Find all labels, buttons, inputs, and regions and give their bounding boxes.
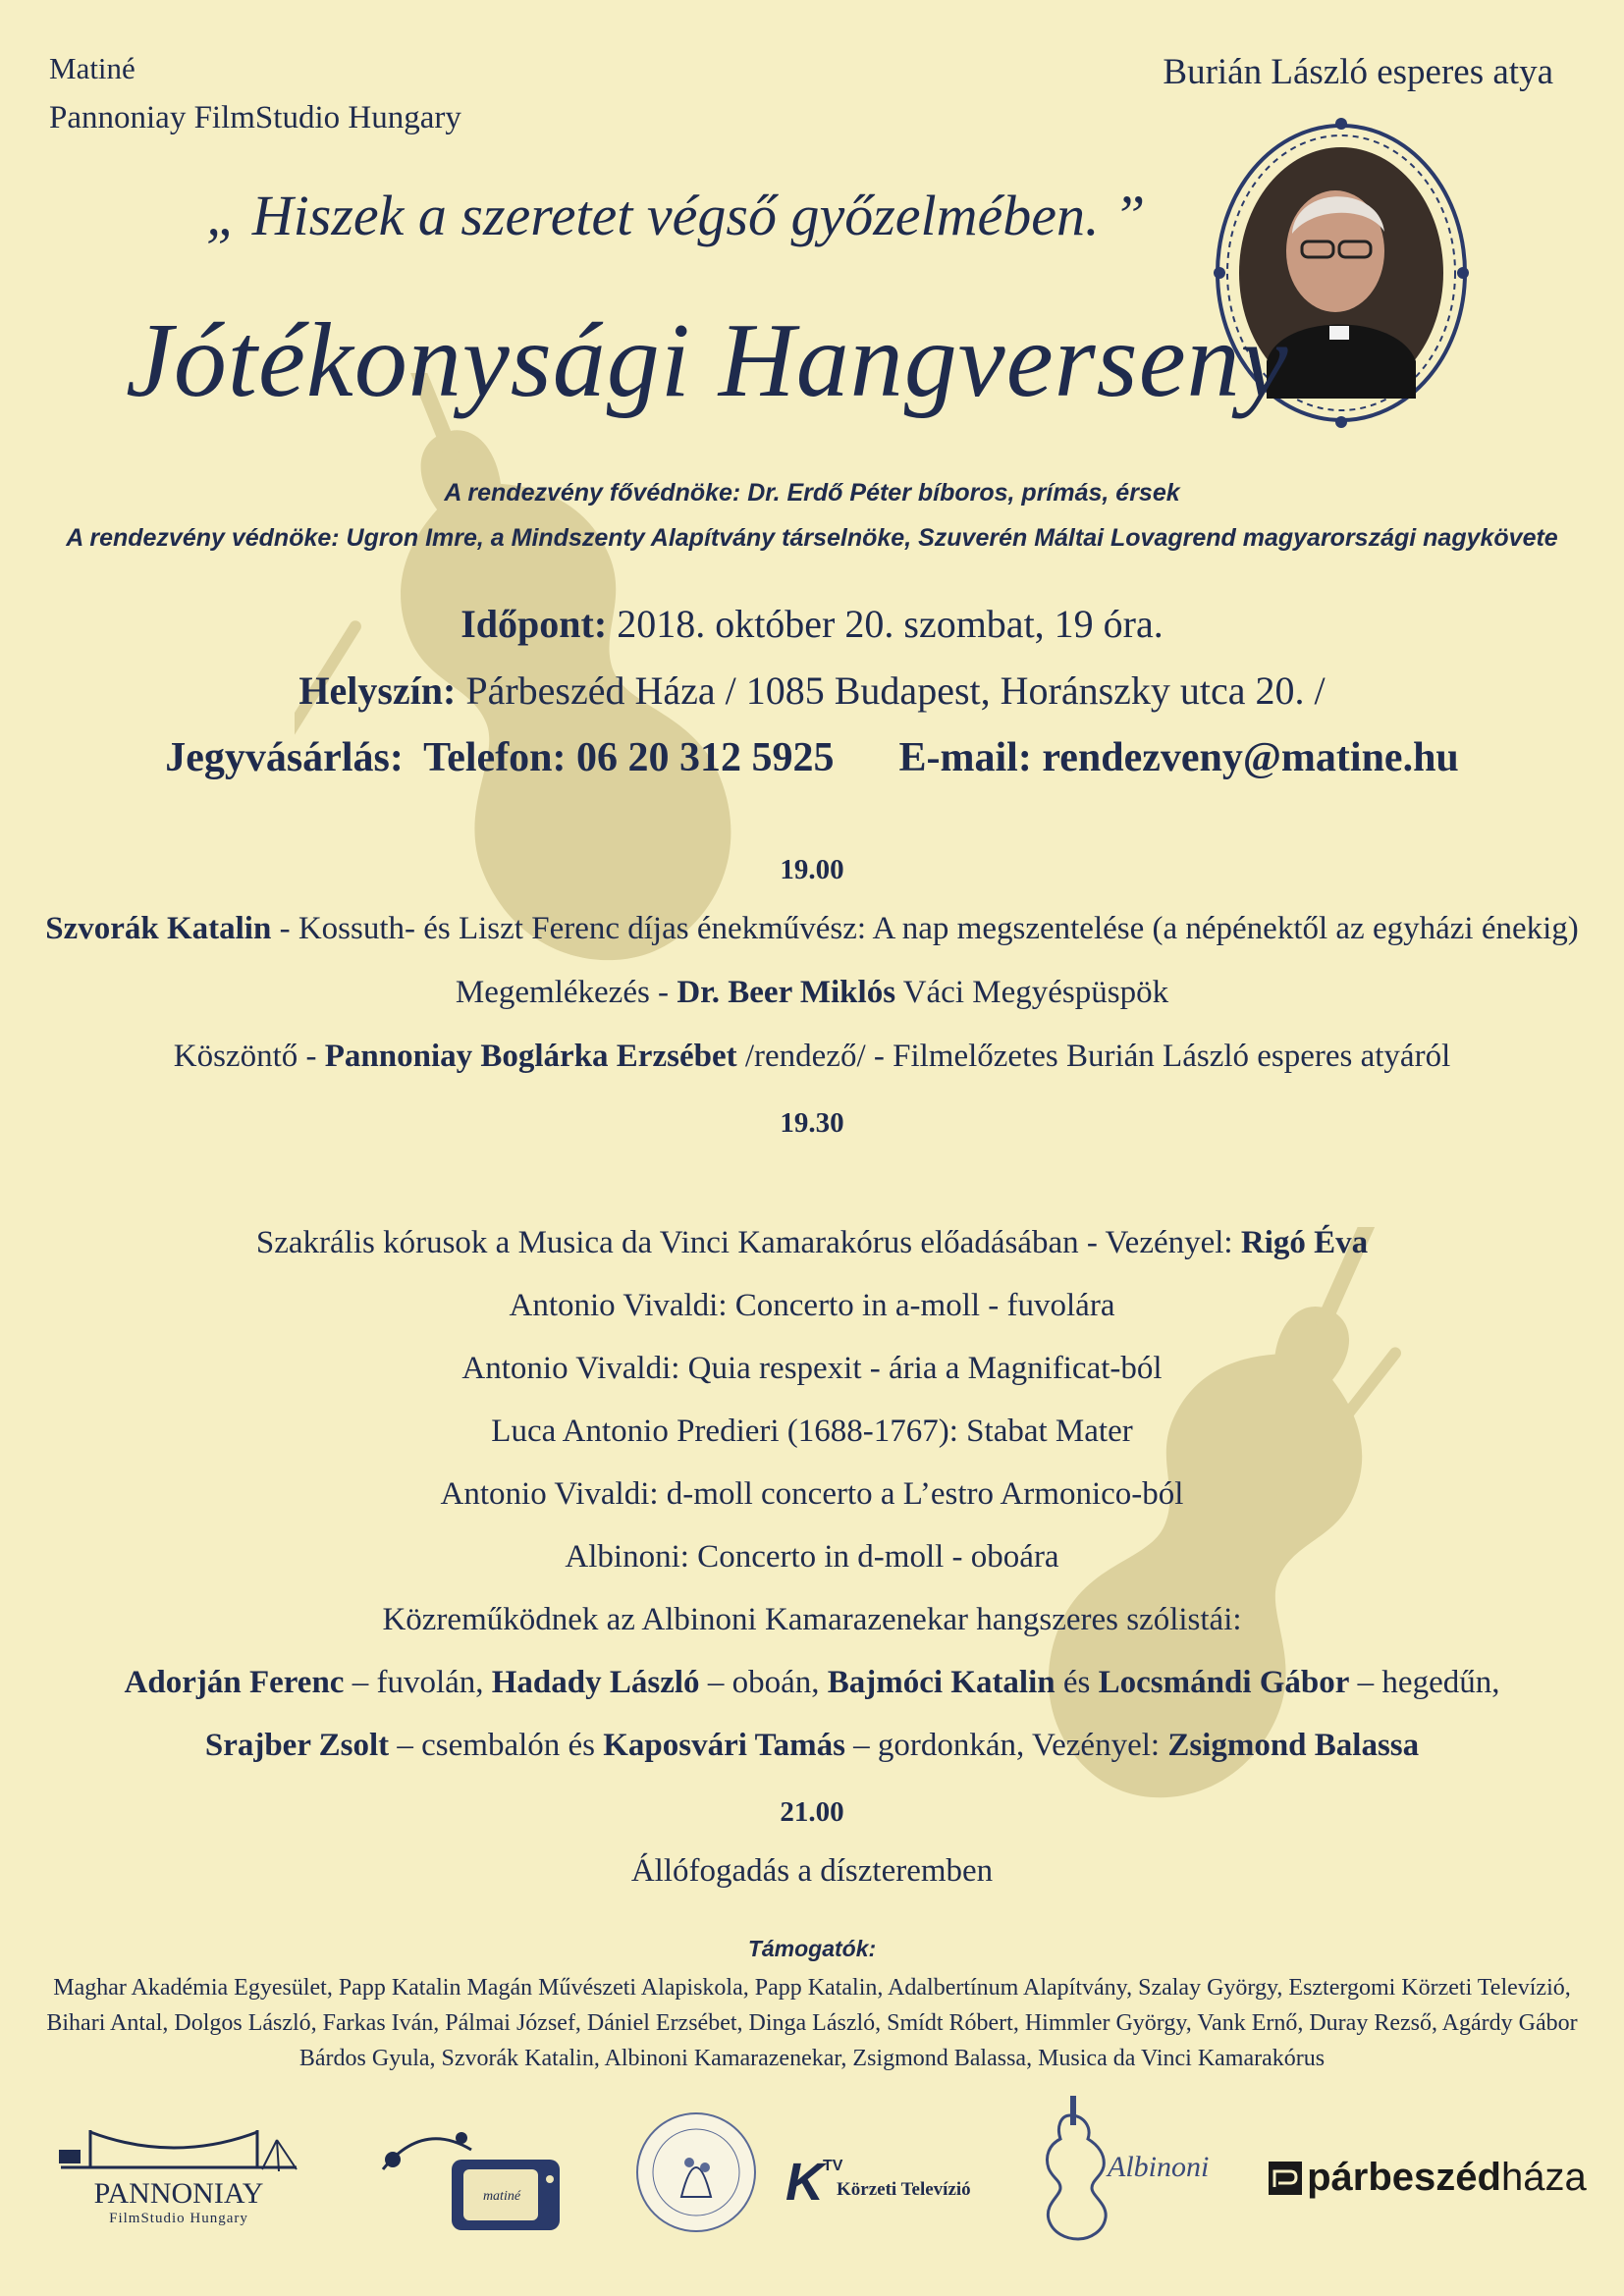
program-text: Szakrális kórusok a Musica da Vinci Kamarakórus előadásában - Vezényel: — [255, 1225, 1241, 1260]
school-seal-logo — [632, 2109, 760, 2236]
pannoniay-logo-name: PANNONIAY — [93, 2177, 264, 2210]
program-item — [0, 975, 1624, 1011]
sponsors-line-3: Bárdos Gyula, Szvorák Katalin, Albinoni Kamarazenekar, Zsigmond Balassa, Musica da Vinci Kamarakórus — [298, 2046, 1326, 2071]
matine-logo — [363, 2110, 589, 2238]
program-item: Antonio Vivaldi: Concerto in a-moll - fuvolára — [509, 1288, 1115, 1323]
time-slot-1930: 19.30 — [780, 1107, 844, 1139]
program-text: /rendező/ - Filmelőzetes Burián László esperes atyáról — [736, 1039, 1451, 1074]
program-text: Megemlékezés - — [455, 975, 677, 1010]
program-item — [0, 1728, 1624, 1764]
program-text: – fuvolán, — [344, 1665, 492, 1700]
parbeszed-logo-icon — [1269, 2162, 1302, 2195]
parbeszed-logo-light: háza — [1500, 2156, 1587, 2199]
seal-icon — [632, 2109, 760, 2236]
time-slot-2100: 21.00 — [780, 1796, 844, 1828]
sponsors-line-1: Maghar Akadémia Egyesület, Papp Katalin Magán Művészeti Alapiskola, Papp Katalin, Adalbertínum Alapítvány, Szalay György, Esztergomi Körzeti Televízió, — [53, 1975, 1571, 2001]
bridge-camera-icon — [51, 2120, 306, 2179]
program-text: Köszöntő - — [173, 1039, 325, 1074]
pannoniay-logo-subtitle: FilmStudio Hungary — [109, 2211, 248, 2226]
phone-number: Telefon: 06 20 312 5925 — [423, 735, 835, 780]
performer-name: Pannoniay Boglárka Erzsébet — [324, 1039, 737, 1074]
organizer-line-1: Matiné — [49, 51, 135, 85]
event-time — [0, 601, 1624, 647]
event-venue — [0, 667, 1624, 714]
performer-name: Dr. Beer Miklós — [677, 975, 896, 1010]
performer-name: Zsigmond Balassa — [1167, 1728, 1420, 1763]
venue-label: Helyszín: — [298, 668, 457, 713]
email-address: E-mail: rendezveny@matine.hu — [898, 735, 1459, 780]
tv-flower-icon — [363, 2110, 589, 2238]
program-text: – gordonkán, Vezényel: — [844, 1728, 1168, 1763]
parbeszed-haza-logo — [1269, 2156, 1593, 2205]
time-slot-1900: 19.00 — [780, 854, 844, 885]
program-text: – csembalón és — [389, 1728, 604, 1763]
program-item — [0, 1665, 1624, 1701]
pannoniay-logo — [51, 2120, 306, 2228]
quote: „ Hiszek a szeretet végső győzelmében. ” — [206, 184, 1146, 247]
matine-logo-text: matiné — [482, 2189, 521, 2204]
performer-name: Adorján Ferenc — [124, 1665, 345, 1700]
performer-name: Szvorák Katalin — [45, 911, 272, 946]
performer-name: Hadady László — [491, 1665, 700, 1700]
performer-name: Kaposvári Tamás — [603, 1728, 845, 1763]
tickets-label: Jegyvásárlás: — [165, 735, 404, 780]
ktv-mark: K — [785, 2153, 824, 2212]
program-item: Állófogadás a díszteremben — [630, 1853, 994, 1889]
program-item: Közreműködnek az Albinoni Kamarazenekar hangszeres szólistái: — [382, 1602, 1242, 1637]
korzeti-televizio-logo — [785, 2152, 1001, 2220]
main-patron-line: A rendezvény fővédnöke: Dr. Erdő Péter bíboros, prímás, érsek — [444, 479, 1180, 507]
time-value: 2018. október 20. szombat, 19 óra. — [607, 602, 1164, 646]
albinoni-logo-text: Albinoni — [1108, 2151, 1210, 2183]
program-item: Albinoni: Concerto in d-moll - oboára — [565, 1539, 1059, 1575]
program-item — [0, 911, 1624, 947]
violin-icon — [1031, 2096, 1119, 2243]
program-item: Antonio Vivaldi: d-moll concerto a L’estro Armonico-ból — [440, 1476, 1184, 1512]
program-text: - Kossuth- és Liszt Ferenc díjas énekművész: A nap megszentelése (a népénektől az egyházi énekig) — [271, 911, 1579, 946]
performer-name: Rigó Éva — [1240, 1225, 1369, 1260]
program-text: – hegedűn, — [1349, 1665, 1500, 1700]
ktv-small-mark: TV — [823, 2158, 843, 2174]
performer-name: Locsmándi Gábor — [1098, 1665, 1350, 1700]
sponsors-title: Támogatók: — [747, 1936, 877, 1961]
program-item: Antonio Vivaldi: Quia respexit - ária a Magnificat-ból — [461, 1351, 1163, 1386]
time-label: Időpont: — [460, 602, 608, 646]
program-item: Luca Antonio Predieri (1688-1767): Stabat Mater — [491, 1414, 1133, 1449]
organizer-line-2: Pannoniay FilmStudio Hungary — [49, 100, 461, 135]
performer-name: Srajber Zsolt — [204, 1728, 390, 1763]
program-item — [0, 1039, 1624, 1075]
program-text: és — [1055, 1665, 1099, 1700]
ticket-info — [0, 734, 1624, 781]
albinoni-logo — [1031, 2096, 1227, 2243]
performer-name: Bajmóci Katalin — [827, 1665, 1056, 1700]
honoree-name: Burián László esperes atya — [1163, 52, 1553, 92]
patron-line: A rendezvény védnöke: Ugron Imre, a Mindszenty Alapítvány társelnöke, Szuverén Máltai Lovagrend magyarországi nagykövete — [66, 524, 1558, 552]
ktv-logo-text: Körzeti Televízió — [837, 2179, 971, 2200]
program-text: Váci Megyéspüspök — [895, 975, 1169, 1010]
parbeszed-logo-bold: párbeszéd — [1307, 2156, 1501, 2199]
event-title: Jótékonysági Hangverseny — [126, 302, 1289, 419]
venue-value: Párbeszéd Háza / 1085 Budapest, Horánszky utca 20. / — [456, 668, 1326, 713]
program-item — [0, 1225, 1624, 1261]
sponsors-line-2: Bihari Antal, Dolgos László, Farkas Iván, Pálmai József, Dániel Erzsébet, Dinga László, Smídt Róbert, Himmler György, Vank Ernő, Duray Rezső, Agárdy Gábor — [46, 2010, 1578, 2036]
program-text: – oboán, — [699, 1665, 828, 1700]
